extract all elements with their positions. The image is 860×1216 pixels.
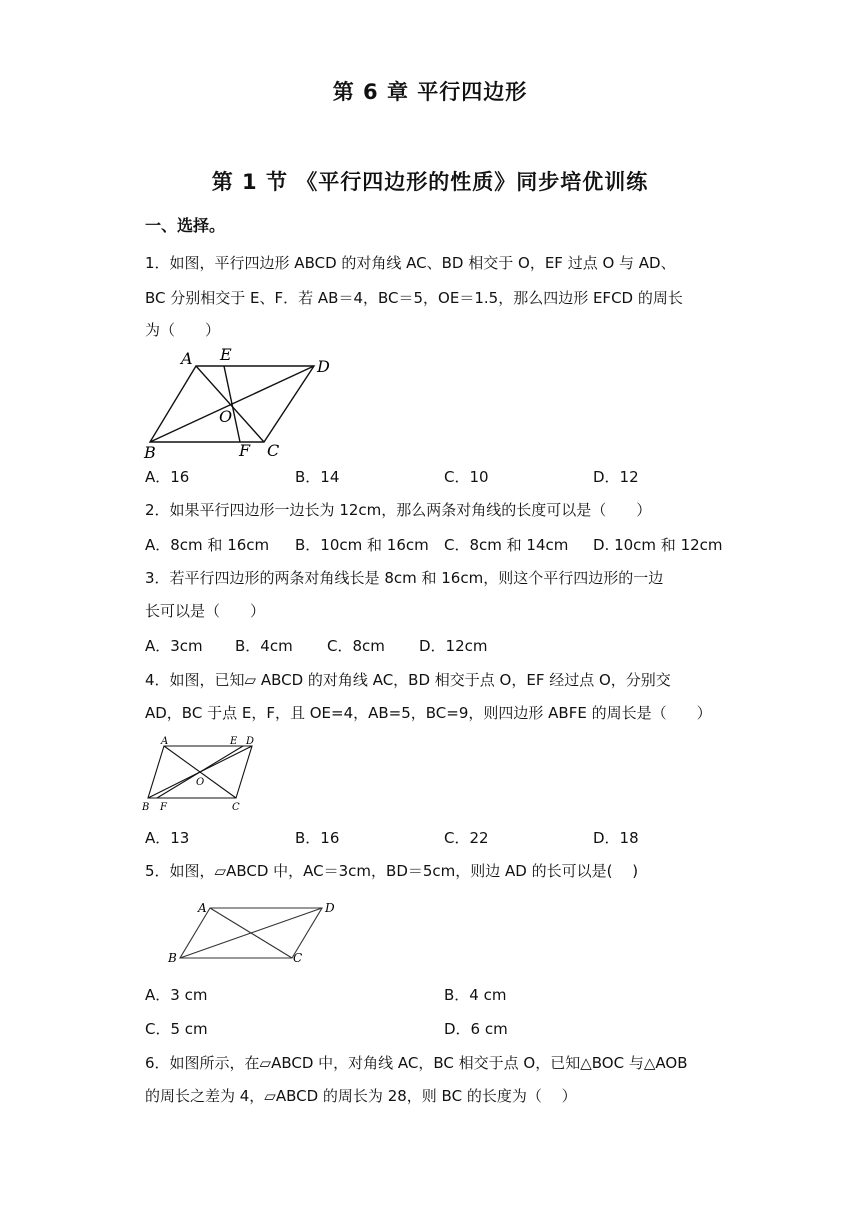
question-text-line: 6．如图所示，在▱ABCD 中，对角线 AC，BC 相交于点 O，已知△BOC 与△AOB	[145, 1054, 688, 1072]
question-text-line: 3．若平行四边形的两条对角线长是 8cm 和 16cm，则这个平行四边形的一边	[145, 569, 664, 587]
question-text-line: 5．如图，▱ABCD 中，AC＝3cm，BD＝5cm，则边 AD 的长可以是( )	[145, 862, 639, 880]
vertex-label: C	[267, 441, 280, 460]
question-text-line: 2．如果平行四边形一边长为 12cm，那么两条对角线的长度可以是（ ）	[145, 501, 652, 519]
vertex-label: C	[293, 951, 303, 965]
option-a[interactable]: A．8cm 和 16cm	[145, 536, 270, 554]
question-text-line: 的周长之差为 4，▱ABCD 的周长为 28，则 BC 的长度为（ ）	[145, 1087, 577, 1105]
option-a[interactable]: A．16	[145, 468, 190, 486]
option-a[interactable]: A．3cm	[145, 637, 203, 655]
option-d[interactable]: D．12	[593, 468, 639, 486]
vertex-label: A	[181, 349, 193, 368]
option-d[interactable]: D. 10cm 和 12cm	[593, 536, 723, 554]
vertex-label: D	[246, 736, 255, 747]
vertex-label: D	[317, 357, 330, 376]
parallelogram-figure-4	[140, 734, 265, 814]
vertex-label: E	[220, 345, 232, 364]
option-d[interactable]: D．18	[593, 829, 639, 847]
option-b[interactable]: B．10cm 和 16cm	[295, 536, 429, 554]
vertex-label: A	[161, 736, 169, 747]
question-text-line: 4．如图，已知▱ ABCD 的对角线 AC，BD 相交于点 O，EF 经过点 O，分别交	[145, 671, 671, 689]
option-a[interactable]: A．13	[145, 829, 190, 847]
option-b[interactable]: B．14	[295, 468, 340, 486]
vertex-label: F	[160, 802, 167, 813]
option-c[interactable]: C．8cm	[327, 637, 385, 655]
option-c[interactable]: C．8cm 和 14cm	[444, 536, 569, 554]
vertex-label: A	[198, 901, 207, 915]
option-d[interactable]: D．6 cm	[444, 1020, 508, 1038]
question-text-line: 为（ ）	[145, 321, 221, 339]
option-a[interactable]: A．3 cm	[145, 986, 208, 1004]
vertex-label: C	[232, 802, 240, 813]
question-text-line: BC 分别相交于 E、F．若 AB＝4，BC＝5，OE＝1.5，那么四边形 EFCD 的周长	[145, 289, 683, 307]
option-d[interactable]: D．12cm	[419, 637, 488, 655]
question-text-line: AD，BC 于点 E，F，且 OE=4，AB=5，BC=9，则四边形 ABFE 的周长是（ ）	[145, 704, 712, 722]
parallelogram-figure-5	[160, 894, 350, 974]
section-title: 第 1 节 《平行四边形的性质》同步培优训练	[211, 170, 649, 194]
option-c[interactable]: C．5 cm	[145, 1020, 208, 1038]
option-b[interactable]: B．4cm	[235, 637, 293, 655]
option-c[interactable]: C．10	[444, 468, 489, 486]
vertex-label: B	[168, 951, 177, 965]
vertex-label: D	[325, 901, 335, 915]
parallelogram-figure-1	[140, 342, 340, 462]
option-b[interactable]: B．4 cm	[444, 986, 507, 1004]
vertex-label: O	[196, 777, 205, 788]
question-text-line: 1．如图，平行四边形 ABCD 的对角线 AC、BD 相交于 O，EF 过点 O 与 AD、	[145, 254, 676, 272]
vertex-label: B	[142, 802, 150, 813]
vertex-label: E	[230, 736, 238, 747]
vertex-label: O	[219, 407, 233, 426]
vertex-label: B	[144, 443, 156, 462]
part-heading: 一、选择。	[145, 216, 226, 235]
vertex-label: F	[239, 441, 251, 460]
question-text-line: 长可以是（ ）	[145, 602, 266, 620]
option-c[interactable]: C．22	[444, 829, 489, 847]
option-b[interactable]: B．16	[295, 829, 340, 847]
chapter-title: 第 6 章 平行四边形	[332, 80, 528, 104]
